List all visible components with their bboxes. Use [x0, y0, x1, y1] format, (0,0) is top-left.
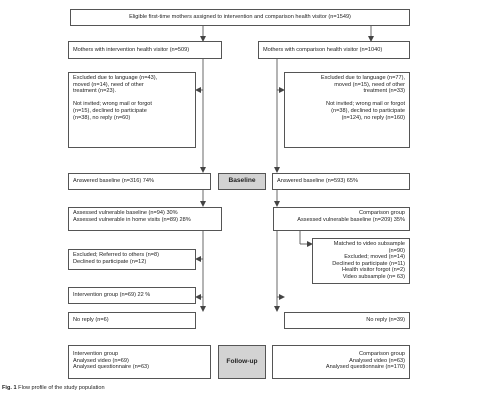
comparison-group-box: Comparison group Assessed vulnerable baseline (n=209) 35% — [273, 207, 410, 231]
intervention-answered-box: Answered baseline (n=316) 74% — [68, 173, 211, 190]
intervention-excluded-box: Excluded due to language (n=43), moved (n=14), need of other treatment (n=23). Not invited; wrong mail or forgot (n=15), declined to participate (n=38), no reply (n=60) — [68, 72, 196, 148]
comparison-noreply-box: No reply (n=39) — [284, 312, 410, 329]
top-box: Eligible first-time mothers assigned to intervention and comparison health visitor (n=1549) — [70, 9, 410, 26]
comparison-mothers-box: Mothers with comparison health visitor (n=1040) — [258, 41, 410, 59]
intervention-vulnerable-box: Assessed vulnerable baseline (n=94) 30% Assessed vulnerable in home visits (n=89) 28% — [68, 207, 222, 231]
comparison-answered-box: Answered baseline (n=593) 65% — [272, 173, 410, 190]
followup-label: Follow-up — [218, 345, 266, 379]
comparison-final-box: Comparison group Analysed video (n=63) Analysed questionnaire (n=170) — [272, 345, 410, 379]
figure-caption-text: Flow profile of the study population — [18, 385, 105, 391]
intervention-final-box: Intervention group Analysed video (n=69) Analysed questionnaire (n=63) — [68, 345, 211, 379]
comparison-excluded-box: Excluded due to language (n=77), moved (n=15), need of other treatment (n=33) Not invited; wrong mail or forgot (n=38), declined to participate (n=124), no reply (n=160) — [284, 72, 410, 148]
intervention-group-box: Intervention group (n=69) 22 % — [68, 287, 196, 304]
figure-caption — [2, 385, 105, 394]
intervention-noreply-box: No reply (n=6) — [68, 312, 196, 329]
intervention-excluded-2-box: Excluded; Referred to others (n=8) Declined to participate (n=12) — [68, 249, 196, 270]
figure-label: Fig. 1 — [2, 385, 17, 391]
baseline-label: Baseline — [218, 173, 266, 190]
intervention-mothers-box: Mothers with intervention health visitor (n=509) — [68, 41, 222, 59]
comparison-video-box: Matched to video subsample (n=90) Excluded; moved (n=14) Declined to participate (n=11) Health visitor forgot (n=2) Video subsample (n= 63) — [312, 238, 410, 284]
